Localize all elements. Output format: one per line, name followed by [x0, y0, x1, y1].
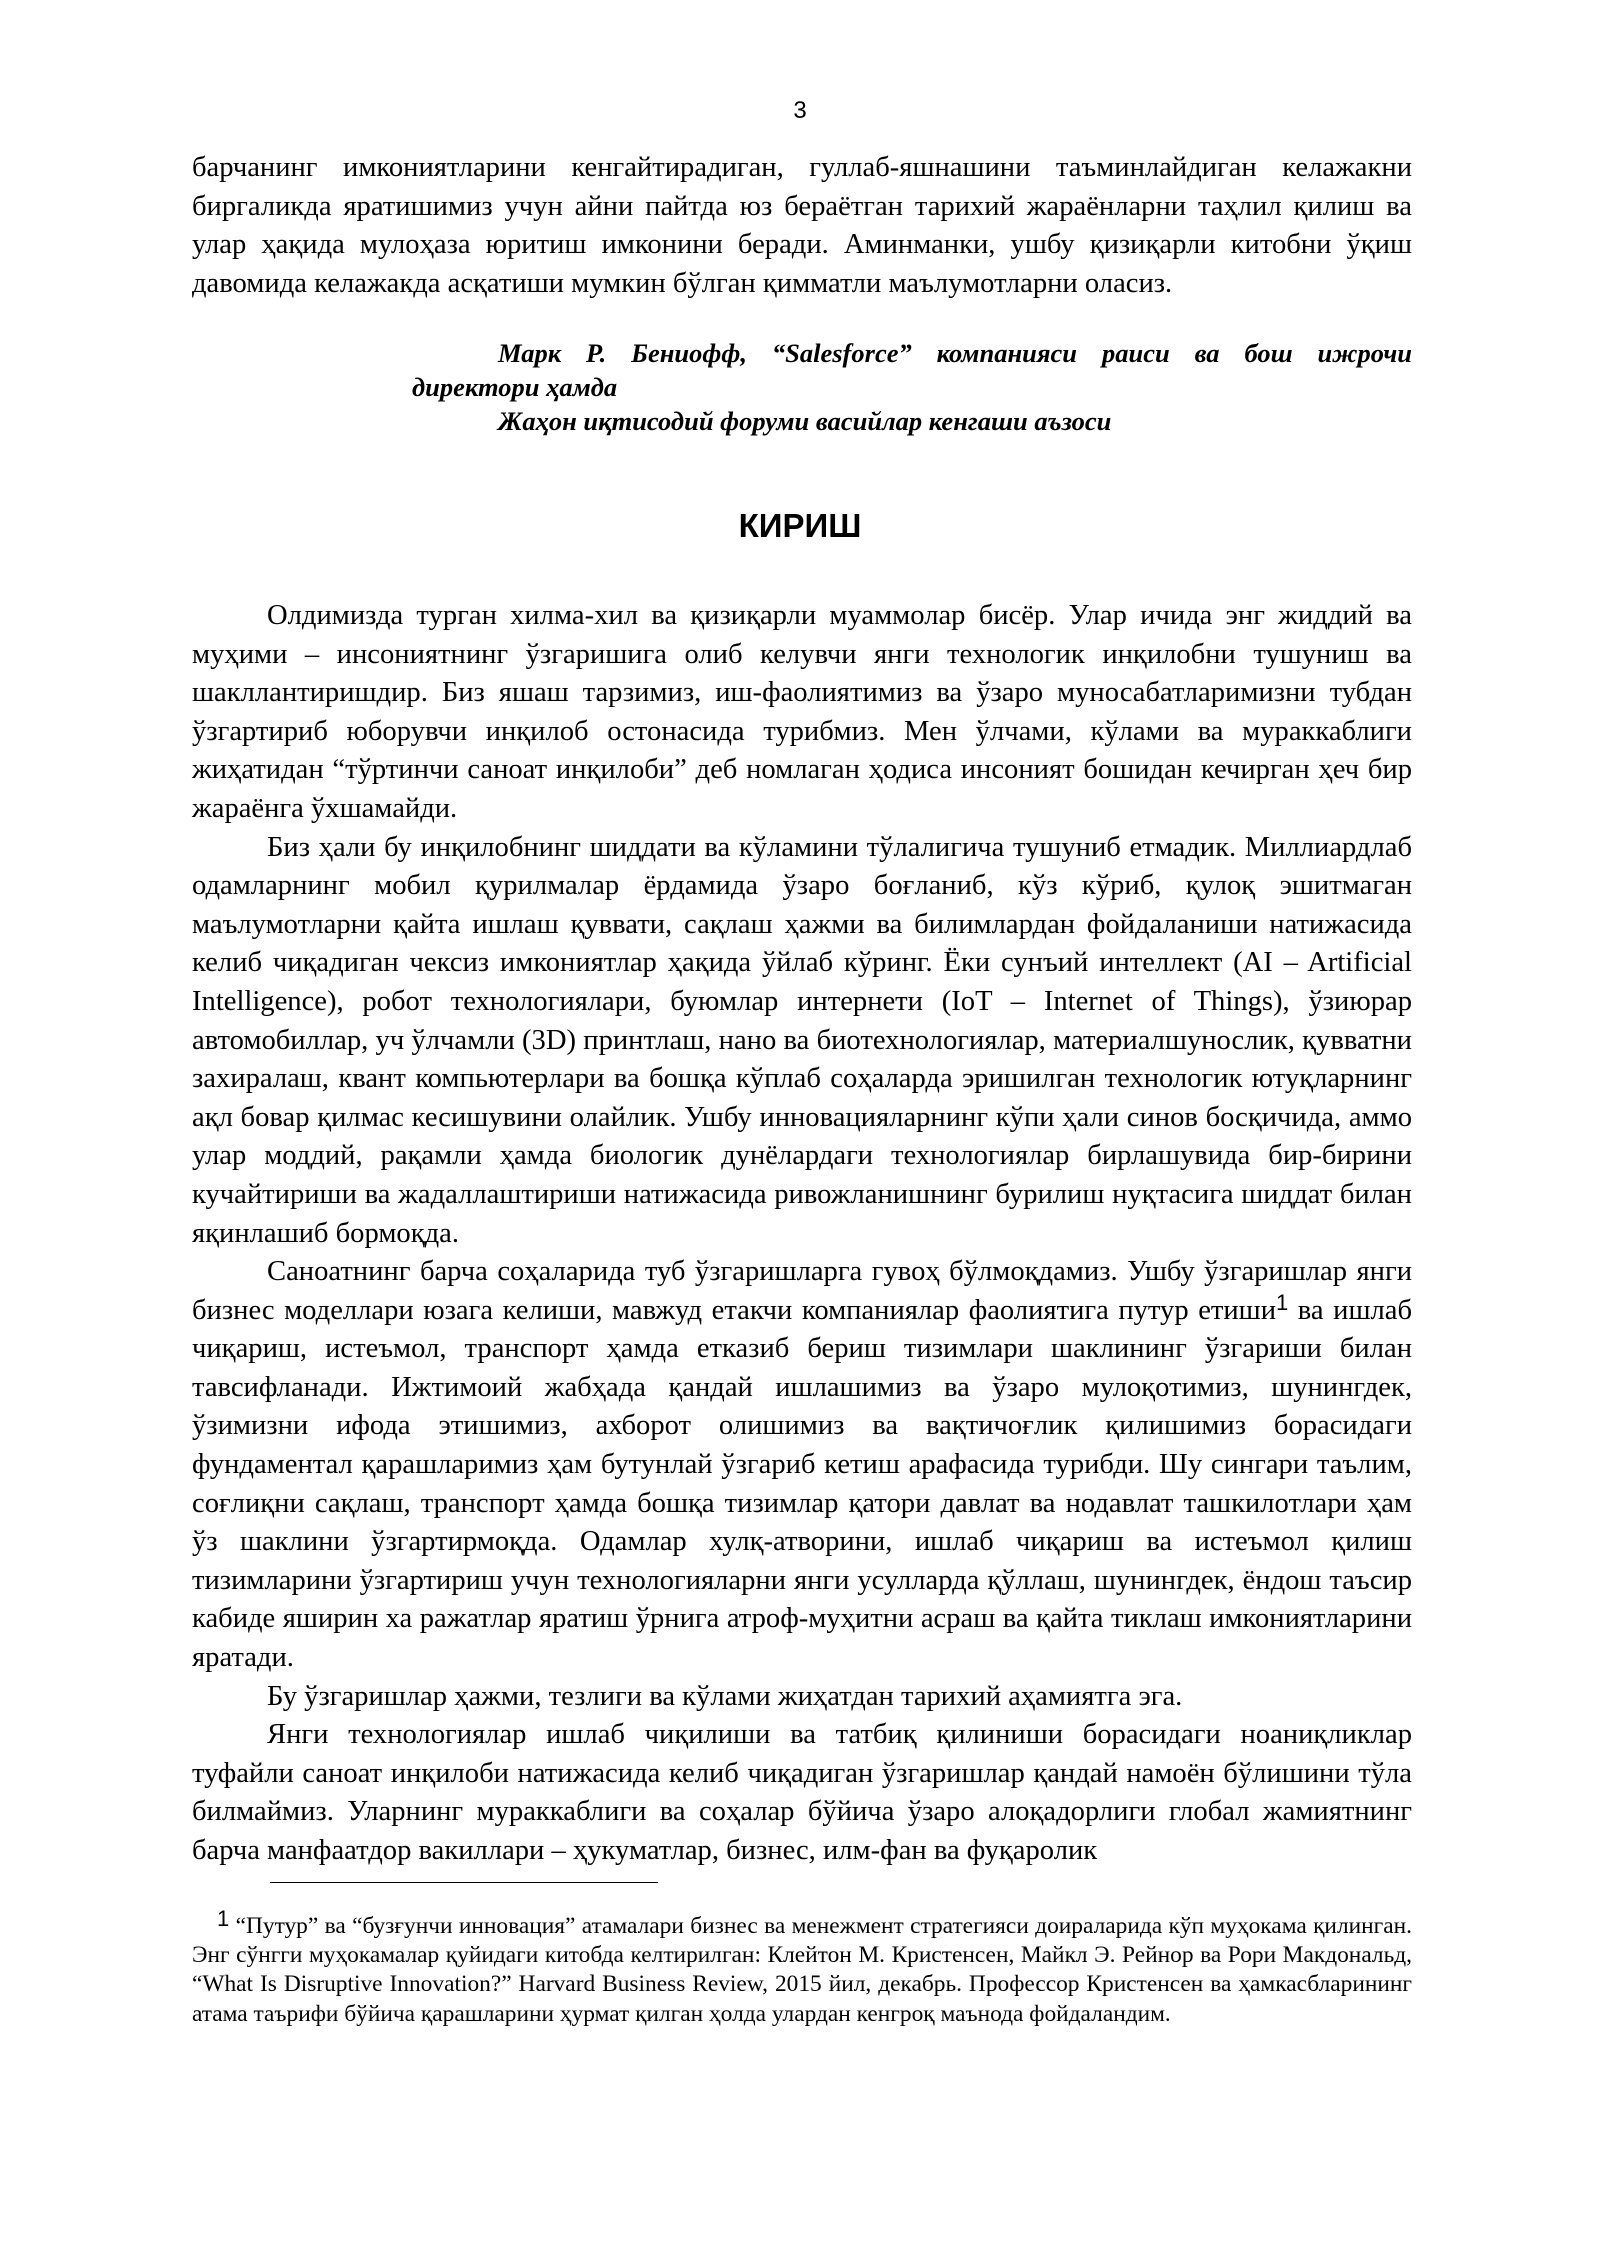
footnote-reference[interactable]: 1	[1276, 1289, 1289, 1315]
body-paragraph-2: Биз ҳали бу инқилобнинг шиддати ва кўламини тўлалигича тушуниб етмадик. Миллиардлаб одамларнинг мобил қурилмалар ёрдамида ўзаро боғланиб, кўз кўриб, қулоқ эшитмаган маълумотларни қайта ишлаш қуввати, сақлаш ҳажми ва билимлардан фойдаланиши натижасида келиб чиқадиган чексиз имкониятлар ҳақида ўйлаб кўринг. Ёки сунъий интеллект (AI – Artificial Intelligence), робот технологиялари, буюмлар интернети (IoT – Internet of Things), ўзиюрар автомобиллар, уч ўлчамли (3D) принтлаш, нано ва биотехнологиялар, материалшунослик, қувватни захиралаш, квант компьютерлари ва бошқа кўплаб соҳаларда эришилган технологик ютуқларнинг ақл бовар қилмас кесишувини олайлик. Ушбу инновацияларнинг кўпи ҳали синов босқичида, аммо улар моддий, рақамли ҳамда биологик дунёлардаги технологиялар бирлашувида бир-бирини кучайтириши ва жадаллаштириши натижасида ривожланишнинг бурилиш нуқтасига шиддат билан яқинлашиб бормоқда.	[192, 831, 1412, 1249]
body-paragraph-3-part-2: ва ишлаб чиқариш, истеъмол, транспорт ҳамда етказиб бериш тизимлари шаклининг ўзгариши билан тавсифланади. Ижтимоий жабҳада қандай ишлашимиз ва ўзаро мулоқотимиз, шунингдек, ўзимизни ифода этишимиз, ахборот олишимиз ва вақтичоғлик қилишимиз борасидаги фундаментал қарашларимиз ҳам бутунлай ўзгариб кетиш арафасида турибди. Шу сингари таълим, соғлиқни сақлаш, транспорт ҳамда бошқа тизимлар қатори давлат ва нодавлат ташкилотлари ҳам ўз шаклини ўзгартирмоқда. Одамлар хулқ-атворини, ишлаб чиқариш ва истеъмол қилиш тизимларини ўзгартириш учун технологияларни янги усулларда қўллаш, шунингдек, ёндош таъсир кабиде яширин ха ражатлар яратиш ўрнига атроф-муҳитни асраш ва қайта тиклаш имкониятларини яратади.	[192, 1294, 1412, 1674]
body-paragraph-1: Олдимизда турган хилма-хил ва қизиқарли муаммолар бисёр. Улар ичида энг жиддий ва муҳими – инсониятнинг ўзгаришига олиб келувчи янги технологик инқилобни тушуниш ва шакллантиришдир. Биз яшаш тарзимиз, иш-фаолиятимиз ва ўзаро муносабатларимизни тубдан ўзгартириб юборувчи инқилоб остонасида турибмиз. Мен ўлчами, кўлами ва мураккаблиги жиҳатидан “тўртинчи саноат инқилоби” деб номлаган ҳодиса инсоният бошидан кечирган ҳеч бир жараёнга ўхшамайди.	[192, 600, 1412, 824]
footnote-divider	[270, 1882, 658, 1883]
intro-paragraph: барчанинг имкониятларини кенгайтирадиган, гуллаб-яшнашини таъминлайдиган келажакни биргаликда яратишимиз учун айни пайтда юз бераётган тарихий жараёнларни таҳлил қилиш ва улар ҳақида мулоҳаза юритиш имконини беради. Аминманки, ушбу қизиқарли китобни ўқиш давомида келажакда асқатиши мумкин бўлган қимматли маълумотларни оласиз.	[192, 152, 1412, 299]
signature-line-3: Жаҳон иқтисодий форуми васийлар кенгаши аъзоси	[498, 406, 1112, 436]
footnote-text: “Путур” ва “бузғунчи инновация” атамалари бизнес ва менежмент стратегияси доираларида кўп муҳокама қилинган. Энг сўнгги муҳокамалар қуйидаги китобда келтирилган: Клейтон М. Кристенсен, Майкл Э. Рейнор ва Рори Макдональд, “What Is Disruptive Innovation?” Harvard Business Review, 2015 йил, декабрь. Профессор Кристенсен ва ҳамкасбларининг атама таърифи бўйича қарашларини ҳурмат қилган ҳолда улардан кенгроқ маънода фойдаландим.	[192, 1913, 1412, 2027]
signature-line-1: Марк Р. Бениофф, “Salesforce” компанияси раиси ва бош ижрочи	[498, 338, 1412, 368]
intro-text	[192, 149, 1412, 303]
page-number: 3	[793, 97, 807, 124]
footnote-mark: 1	[217, 1906, 230, 1931]
footnote	[192, 1906, 1412, 2029]
section-body	[192, 597, 1412, 1871]
signature-block	[412, 336, 1412, 438]
body-paragraph-5: Янги технологиялар ишлаб чиқилиши ва татбиқ қилиниши борасидаги ноаниқликлар туфайли саноат инқилоби натижасида келиб чиқадиган ўзгаришлар қандай намоён бўлишини тўла билмаймиз. Уларнинг мураккаблиги ва соҳалар бўйича ўзаро алоқадорлиги глобал жамиятнинг барча манфаатдор вакиллари – ҳукуматлар, бизнес, илм-фан ва фуқаролик	[192, 1719, 1412, 1866]
signature-line-2: директори ҳамда	[412, 372, 618, 402]
body-paragraph-3	[192, 1253, 1412, 1678]
body-paragraph-4: Бу ўзгаришлар ҳажми, тезлиги ва кўлами жиҳатдан тарихий аҳамиятга эга.	[267, 1680, 1183, 1712]
section-title: КИРИШ	[738, 507, 862, 544]
body-paragraph-3-part-1: Саноатнинг барча соҳаларида туб ўзгаришларга гувоҳ бўлмоқдамиз. Ушбу ўзгаришлар янги бизнес моделлари юзага келиши, мавжуд етакчи компаниялар фаолиятига путур етиши	[192, 1256, 1412, 1326]
